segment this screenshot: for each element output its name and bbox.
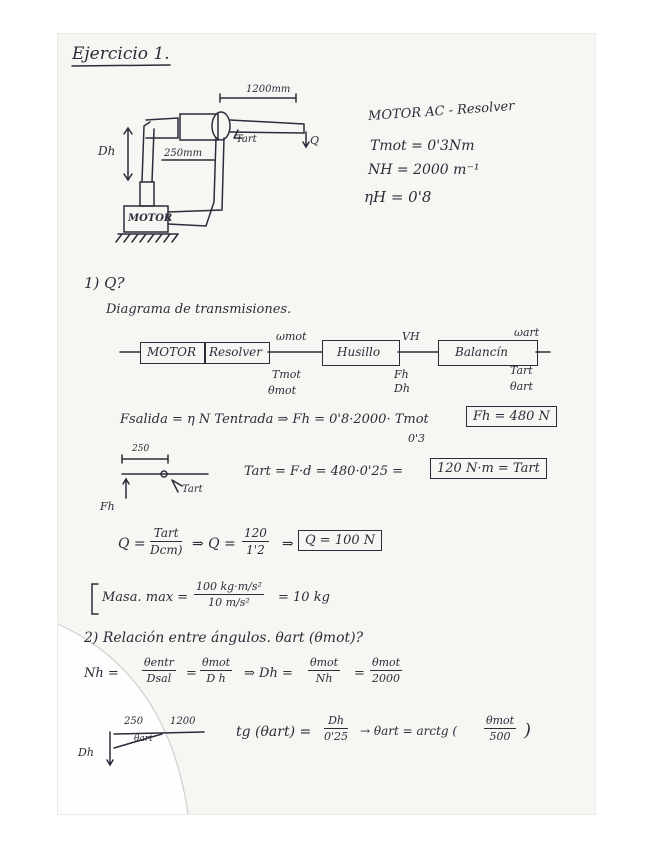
block-resolver: Resolver <box>204 342 270 364</box>
equation-q-lhs: Q = <box>118 536 146 552</box>
triangle-1200-label: 1200 <box>170 716 196 727</box>
block-balancin: Balancín <box>438 340 538 366</box>
block-motor: MOTOR <box>140 342 206 364</box>
label-tmot: Tmot <box>272 368 301 381</box>
equation-dh-fraction-2: θmot 2000 <box>372 656 401 685</box>
triangle-oart-label: θart <box>134 734 153 744</box>
label-wmot: ωmot <box>276 330 307 343</box>
label-wart: ωart <box>514 326 540 339</box>
section-2-heading: 2) Relación entre ángulos. θart (θmot)? <box>84 630 364 646</box>
masa-max-fraction: $\frac{\text{100 kg·m/s²}}{\text{10 m/s²}}$ <box>196 580 262 609</box>
spindle-ratio-spec: NH = 2000 m⁻¹ <box>368 162 480 178</box>
equation-tg-fraction-2: θmot 500 <box>486 714 515 743</box>
efficiency-spec: ηH = 0'8 <box>364 188 432 206</box>
equation-fsalida: Fsalida = η N Tentrada ⇒ Fh = 0'8·2000· Tmot <box>120 412 429 427</box>
lever-250-label: 250 <box>132 444 150 454</box>
triangle-250-label: 250 <box>124 716 144 727</box>
motor-spec-heading: MOTOR AC - Resolver <box>367 98 515 125</box>
result-q: Q = 100 N <box>298 530 382 551</box>
figure-q-label: Q <box>310 134 320 147</box>
equation-nh-fraction-2: θmot D h <box>202 656 231 685</box>
figure-motor-label: MOTOR <box>128 213 173 224</box>
equation-q-fraction: Tart Dcm) <box>150 526 183 557</box>
equation-tg-lhs: tg (θart) = <box>236 724 312 740</box>
figure-tart-label: Tart <box>236 134 257 145</box>
equals-sign-2: = <box>354 666 365 681</box>
equation-q-fraction-2: $\frac{120}{1'2}$ <box>244 526 267 557</box>
equation-tg-mid: → θart = arctg ( <box>360 724 458 738</box>
section-1-heading: 1) Q? <box>84 274 125 292</box>
motor-torque-spec: Tmot = 0'3Nm <box>370 138 475 154</box>
equals-sign: = <box>186 666 197 681</box>
paper-sheet <box>58 34 595 814</box>
figure-dh-label: Dh <box>98 144 116 158</box>
equation-nh-fraction-1: θentr Dsal <box>144 656 174 685</box>
equation-q-mid: ⇒ Q = <box>192 536 236 552</box>
triangle-dh-label: Dh <box>78 746 94 759</box>
section-1-subheading: Diagrama de transmisiones. <box>106 302 292 317</box>
label-oart: θart <box>510 380 533 393</box>
equation-fsalida-denominator: 0'3 <box>408 432 426 445</box>
masa-max-lhs: Masa. max = <box>102 590 189 605</box>
exercise-title: Ejercicio 1. <box>72 44 170 64</box>
implies-arrow: ⇒ <box>282 536 294 552</box>
equation-tart: Tart = F·d = 480·0'25 = <box>244 464 403 479</box>
dimension-250: 250mm <box>164 148 203 159</box>
lever-fh-label: Fh <box>100 500 115 513</box>
result-tart: 120 N·m = Tart <box>430 458 547 479</box>
label-omot: θmot <box>268 384 297 397</box>
label-fh: Fh <box>394 368 409 381</box>
block-husillo: Husillo <box>322 340 400 366</box>
label-tart: Tart <box>510 364 533 377</box>
equation-dh-lhs: ⇒ Dh = <box>244 666 293 681</box>
masa-max-result: = 10 kg <box>278 590 330 605</box>
dimension-1200: 1200mm <box>246 84 291 95</box>
equation-tg-close: ) <box>524 720 532 741</box>
label-dh: Dh <box>394 382 410 395</box>
equation-nh-lhs: Nh = <box>84 666 119 681</box>
lever-tart-label: Tart <box>182 484 203 495</box>
equation-tg-fraction: $\frac{Dh}{0'25}$ <box>324 714 349 743</box>
equation-dh-fraction-1: θmot Nh <box>310 656 339 685</box>
result-fh: Fh = 480 N <box>466 406 557 427</box>
label-vh: VH <box>402 330 420 343</box>
